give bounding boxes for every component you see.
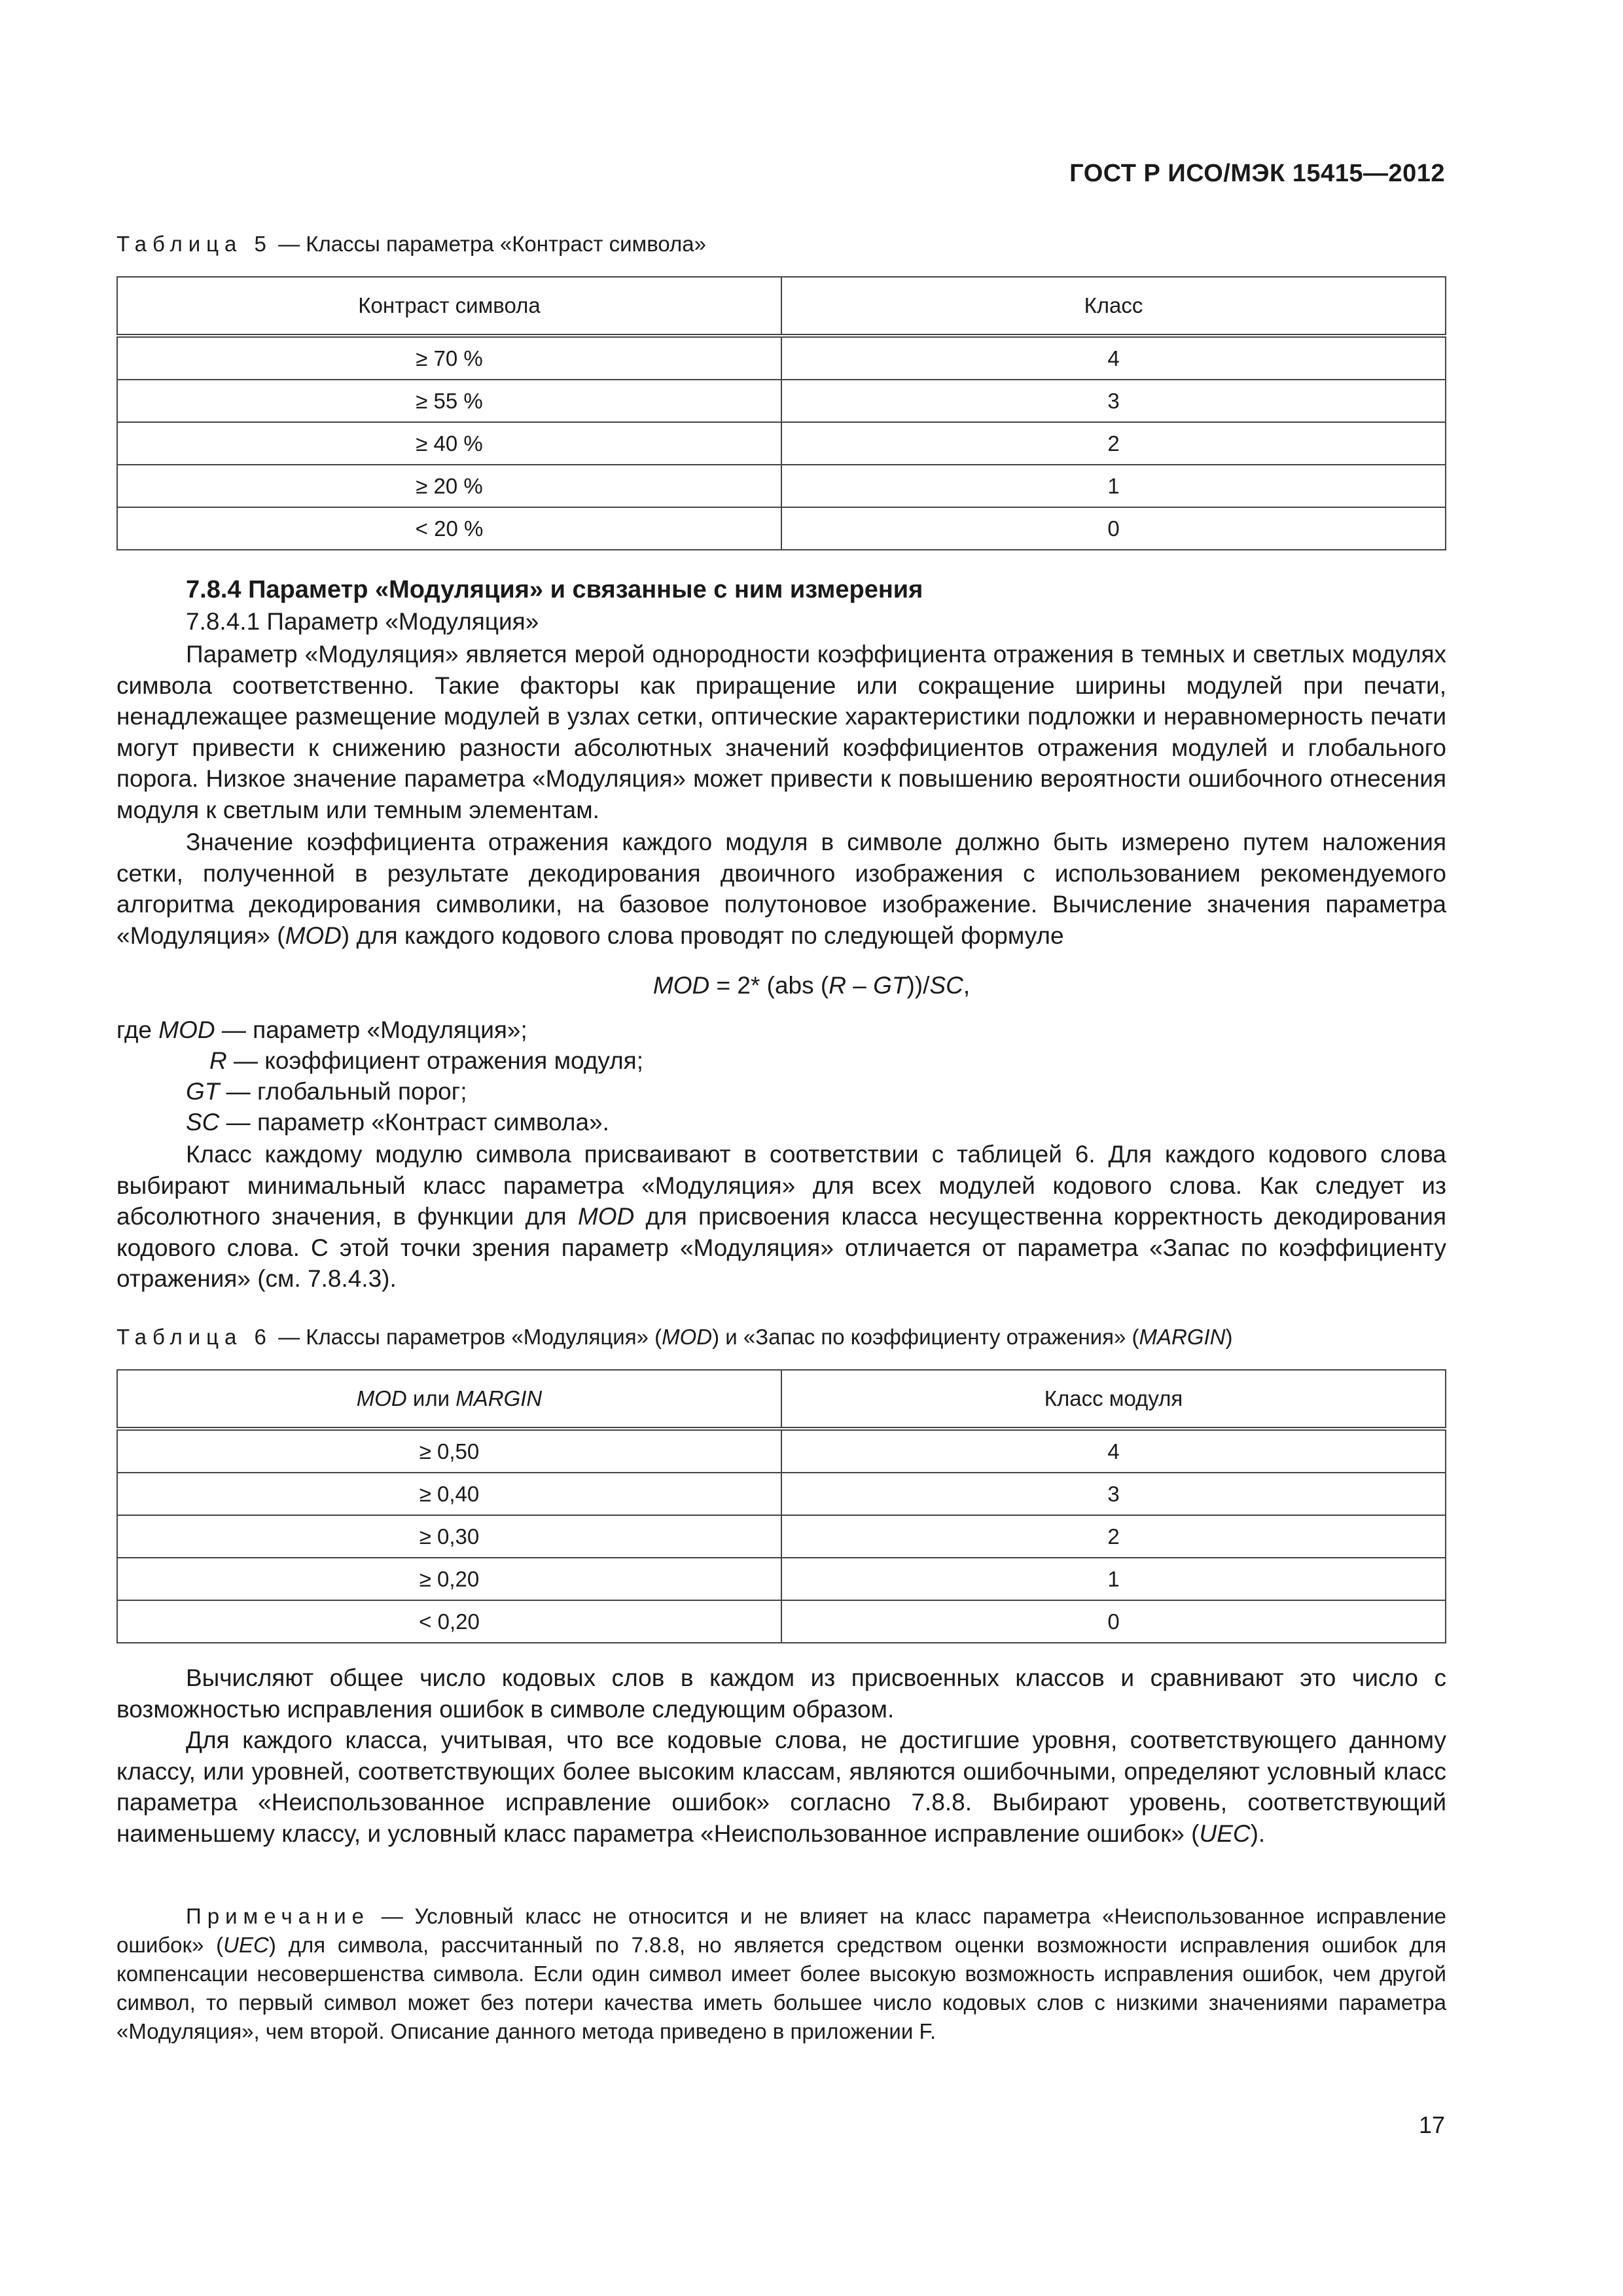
table5-header-row <box>117 277 1446 336</box>
table-row <box>117 422 1446 465</box>
formula-part: – <box>846 972 874 999</box>
symbol-gt: GT <box>186 1078 220 1105</box>
formula-part: = 2* (abs ( <box>709 972 829 999</box>
text-run: — Классы параметров «Модуляция» ( <box>272 1325 662 1349</box>
table6-header-row <box>117 1370 1446 1429</box>
table-cell: < 20 % <box>117 507 781 550</box>
modulation-formula <box>0 972 1623 999</box>
text-run: ) для каждого кодового слова проводят по следующей формуле <box>341 922 1064 949</box>
paragraph-5 <box>116 1725 1446 1849</box>
definition-gt <box>186 1076 467 1107</box>
text-run: — Условный класс не относится и не влияет на класс параметра «Неиспользованное исправление ошибок» ( <box>116 1904 1446 1957</box>
symbol-r: R <box>209 1047 227 1074</box>
symbol-sc: SC <box>929 972 963 999</box>
table-row <box>117 1515 1446 1558</box>
table-row <box>117 1600 1446 1643</box>
table6-caption-label: Таблица 6 <box>116 1325 272 1349</box>
paragraph-3 <box>116 1139 1446 1295</box>
text-run: — коэффициент отражения модуля; <box>226 1047 643 1074</box>
table6-col-module-grade: Класс модуля <box>781 1370 1446 1429</box>
table6 <box>116 1369 1446 1643</box>
symbol-r: R <box>829 972 846 999</box>
symbol-mod: MOD <box>158 1016 215 1043</box>
symbol-mod: MOD <box>662 1325 713 1349</box>
table-row <box>117 465 1446 507</box>
symbol-sc: SC <box>186 1109 220 1136</box>
table-cell: 2 <box>781 1515 1446 1558</box>
symbol-gt: GT <box>873 972 907 999</box>
text-run: — параметр «Контраст символа». <box>219 1109 609 1136</box>
table-row <box>117 336 1446 380</box>
text-run: ) и «Запас по коэффициенту отражения» ( <box>712 1325 1139 1349</box>
note-label: Примечание <box>186 1904 370 1928</box>
definition-sc <box>186 1107 609 1138</box>
symbol-uec: UEC <box>1199 1820 1251 1847</box>
formula-part: ))/ <box>906 972 930 999</box>
table5-col-grade: Класс <box>781 277 1446 336</box>
paragraph-2 <box>116 827 1446 951</box>
table-row <box>117 1473 1446 1515</box>
table-cell: ≥ 0,30 <box>117 1515 781 1558</box>
symbol-mod: MOD <box>652 972 710 999</box>
text-run: Значение коэффициента отражения каждого модуля в символе должно быть измерено путем наложения сетки, полученной в результате декодирования двоичного изображения с использованием рекомендуемого алгоритма декодирования символики, на базовое полутоновое изображение. Вычисление значения параметра «Модуляция» ( <box>116 829 1446 949</box>
table-cell: 4 <box>781 336 1446 380</box>
table5 <box>116 276 1446 550</box>
text-run: где <box>116 1016 159 1043</box>
symbol-mod: MOD <box>356 1386 407 1410</box>
text-run: ) для символа, рассчитанный по 7.8.8, но является средством оценки возможности исправления ошибок для компенсации несовершенства символа. Если один символ имеет более высокую возможность исправления ошибок, чем другой символ, то первый символ может без потери качества иметь большее число кодовых слов с низкими значениями параметра «Модуляция», чем второй. Описание данного метода приведено в приложении F. <box>116 1933 1446 2043</box>
table-row <box>117 1429 1446 1473</box>
table6-col-mod-margin <box>117 1370 781 1429</box>
text-run: Для каждого класса, учитывая, что все кодовые слова, не достигшие уровня, соответствующего данному классу, или уровней, соответствующих более высоким классам, являются ошибочными, определяют условный класс параметра «Неиспользованное исправление ошибок» согласно 7.8.8. Выбирают уровень, соответствующий наименьшему классу, и условный класс параметра «Неиспользованное исправление ошибок» ( <box>116 1727 1446 1847</box>
table-cell: ≥ 20 % <box>117 465 781 507</box>
text-run: ). <box>1250 1820 1266 1847</box>
table-cell: < 0,20 <box>117 1600 781 1643</box>
note <box>116 1902 1446 2046</box>
table5-col-contrast: Контраст символа <box>117 277 781 336</box>
text-run: или <box>406 1386 456 1410</box>
table-cell: ≥ 40 % <box>117 422 781 465</box>
symbol-margin: MARGIN <box>1139 1325 1226 1349</box>
symbol-mod: MOD <box>285 922 342 949</box>
table-row <box>117 380 1446 422</box>
text-run: Класс каждому модулю символа присваивают в соответствии с таблицей 6. Для каждого кодового слова выбирают минимальный класс параметра «Модуляция» для всех модулей кодового слова. Как следует из абсолютного значения, в функции для <box>116 1141 1446 1230</box>
subsection-heading: 7.8.4.1 Параметр «Модуляция» <box>186 608 539 635</box>
text-run: ) <box>1225 1325 1233 1349</box>
table-cell: 3 <box>781 1473 1446 1515</box>
table-cell: 4 <box>781 1429 1446 1473</box>
table-cell: 0 <box>781 1600 1446 1643</box>
table5-caption-text: — Классы параметра «Контраст символа» <box>272 232 706 256</box>
table-row <box>117 507 1446 550</box>
standard-id: ГОСТ Р ИСО/МЭК 15415—2012 <box>1069 160 1445 187</box>
symbol-uec: UEC <box>223 1933 269 1957</box>
table-cell: 1 <box>781 1558 1446 1600</box>
table-cell: 1 <box>781 465 1446 507</box>
text-run: — глобальный порог; <box>219 1078 467 1105</box>
table-cell: ≥ 0,40 <box>117 1473 781 1515</box>
formula-part: , <box>963 972 971 999</box>
symbol-mod: MOD <box>577 1203 635 1230</box>
text-run: для присвоения класса несущественна корректность декодирования кодового слова. С этой точки зрения параметр «Модуляция» отличается от параметра «Запас по коэффициенту отражения» (см. 7.8.4.3). <box>116 1203 1447 1292</box>
paragraph-1: Параметр «Модуляция» является мерой однородности коэффициента отражения в темных и светлых модулях символа соответственно. Такие факторы как приращение или сокращение ширины модулей при печати, ненадлежащее размещение модулей в узлах сетки, оптические характеристики подложки и неравномерность печати могут привести к снижению разности абсолютных значений коэффициентов отражения модулей и глобального порога. Низкое значение параметра «Модуляция» может привести к повышению вероятности ошибочного отнесения модуля к светлым или темным элементам. <box>116 641 1446 823</box>
paragraph-4: Вычисляют общее число кодовых слов в каждом из присвоенных классов и сравнивают это число с возможностью исправления ошибок в символе следующим образом. <box>116 1664 1446 1723</box>
definition-mod <box>116 1014 527 1045</box>
table6-caption <box>116 1325 1233 1350</box>
table-cell: ≥ 55 % <box>117 380 781 422</box>
page-number: 17 <box>1418 2111 1445 2138</box>
table-cell: ≥ 0,20 <box>117 1558 781 1600</box>
symbol-margin: MARGIN <box>455 1386 543 1410</box>
table-cell: 0 <box>781 507 1446 550</box>
definition-r <box>209 1045 643 1076</box>
table-cell: 2 <box>781 422 1446 465</box>
table-cell: ≥ 70 % <box>117 336 781 380</box>
table5-caption-label: Таблица 5 <box>116 232 272 256</box>
table5-caption <box>116 232 706 257</box>
table-cell: ≥ 0,50 <box>117 1429 781 1473</box>
table-cell: 3 <box>781 380 1446 422</box>
section-heading: 7.8.4 Параметр «Модуляция» и связанные с ним измерения <box>186 576 923 603</box>
text-run: — параметр «Модуляция»; <box>215 1016 527 1043</box>
table-row <box>117 1558 1446 1600</box>
